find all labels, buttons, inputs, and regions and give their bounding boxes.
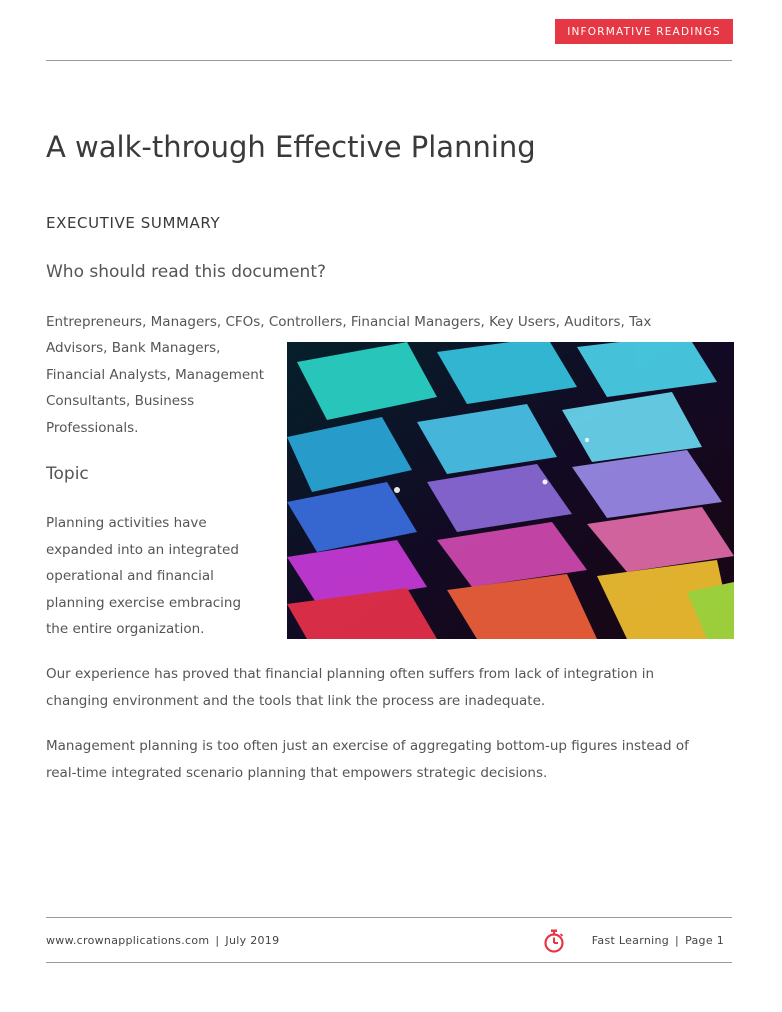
topic-heading: Topic xyxy=(46,464,89,484)
topic-line: operational and financial xyxy=(46,568,214,584)
audience-line: Consultants, Business xyxy=(46,393,195,409)
audience-paragraph xyxy=(46,335,264,441)
experience-paragraph xyxy=(46,661,654,714)
footer-separator: | xyxy=(215,934,220,947)
audience-line: Professionals. xyxy=(46,419,139,436)
management-paragraph xyxy=(46,733,689,786)
section-heading: EXECUTIVE SUMMARY xyxy=(46,214,221,232)
audience-heading: Who should read this document? xyxy=(46,262,327,282)
footer-divider-bottom xyxy=(46,962,732,963)
audience-line: Financial Analysts, Management xyxy=(46,366,265,383)
topic-line: planning exercise embracing xyxy=(46,594,242,611)
website-link[interactable]: www.crownapplications.com xyxy=(46,934,210,947)
topic-line: expanded into an integrated xyxy=(46,541,239,558)
audience-line: Advisors, Bank Managers, xyxy=(46,340,221,356)
audience-paragraph-line: Entrepreneurs, Managers, CFOs, Controllers, Financial Managers, Key Users, Auditors, Tax xyxy=(46,314,652,330)
page-number: Page 1 xyxy=(685,934,724,947)
document-title: A walk-through Effective Planning xyxy=(46,130,536,164)
topic-line: Planning activities have xyxy=(46,515,207,531)
experience-line: changing environment and the tools that link the process are inadequate. xyxy=(46,692,546,709)
footer-separator: | xyxy=(675,934,680,947)
photo-illustration xyxy=(287,342,734,639)
colorful-panels-photo xyxy=(287,342,734,639)
footer-date: July 2019 xyxy=(225,934,280,947)
category-tag: INFORMATIVE READINGS xyxy=(555,19,733,44)
management-line: Management planning is too often just an exercise of aggregating bottom-up figures instead of xyxy=(46,738,689,754)
topic-line: the entire organization. xyxy=(46,621,205,637)
experience-line: Our experience has proved that financial planning often suffers from lack of integration in xyxy=(46,666,655,682)
stopwatch-icon xyxy=(543,929,565,953)
footer-info xyxy=(46,934,279,947)
footer-page-info xyxy=(592,934,724,947)
footer-label: Fast Learning xyxy=(591,934,670,947)
topic-paragraph xyxy=(46,510,241,643)
footer-divider-top xyxy=(46,917,732,918)
management-line: real-time integrated scenario planning that empowers strategic decisions. xyxy=(46,764,548,781)
header-divider xyxy=(46,60,732,61)
